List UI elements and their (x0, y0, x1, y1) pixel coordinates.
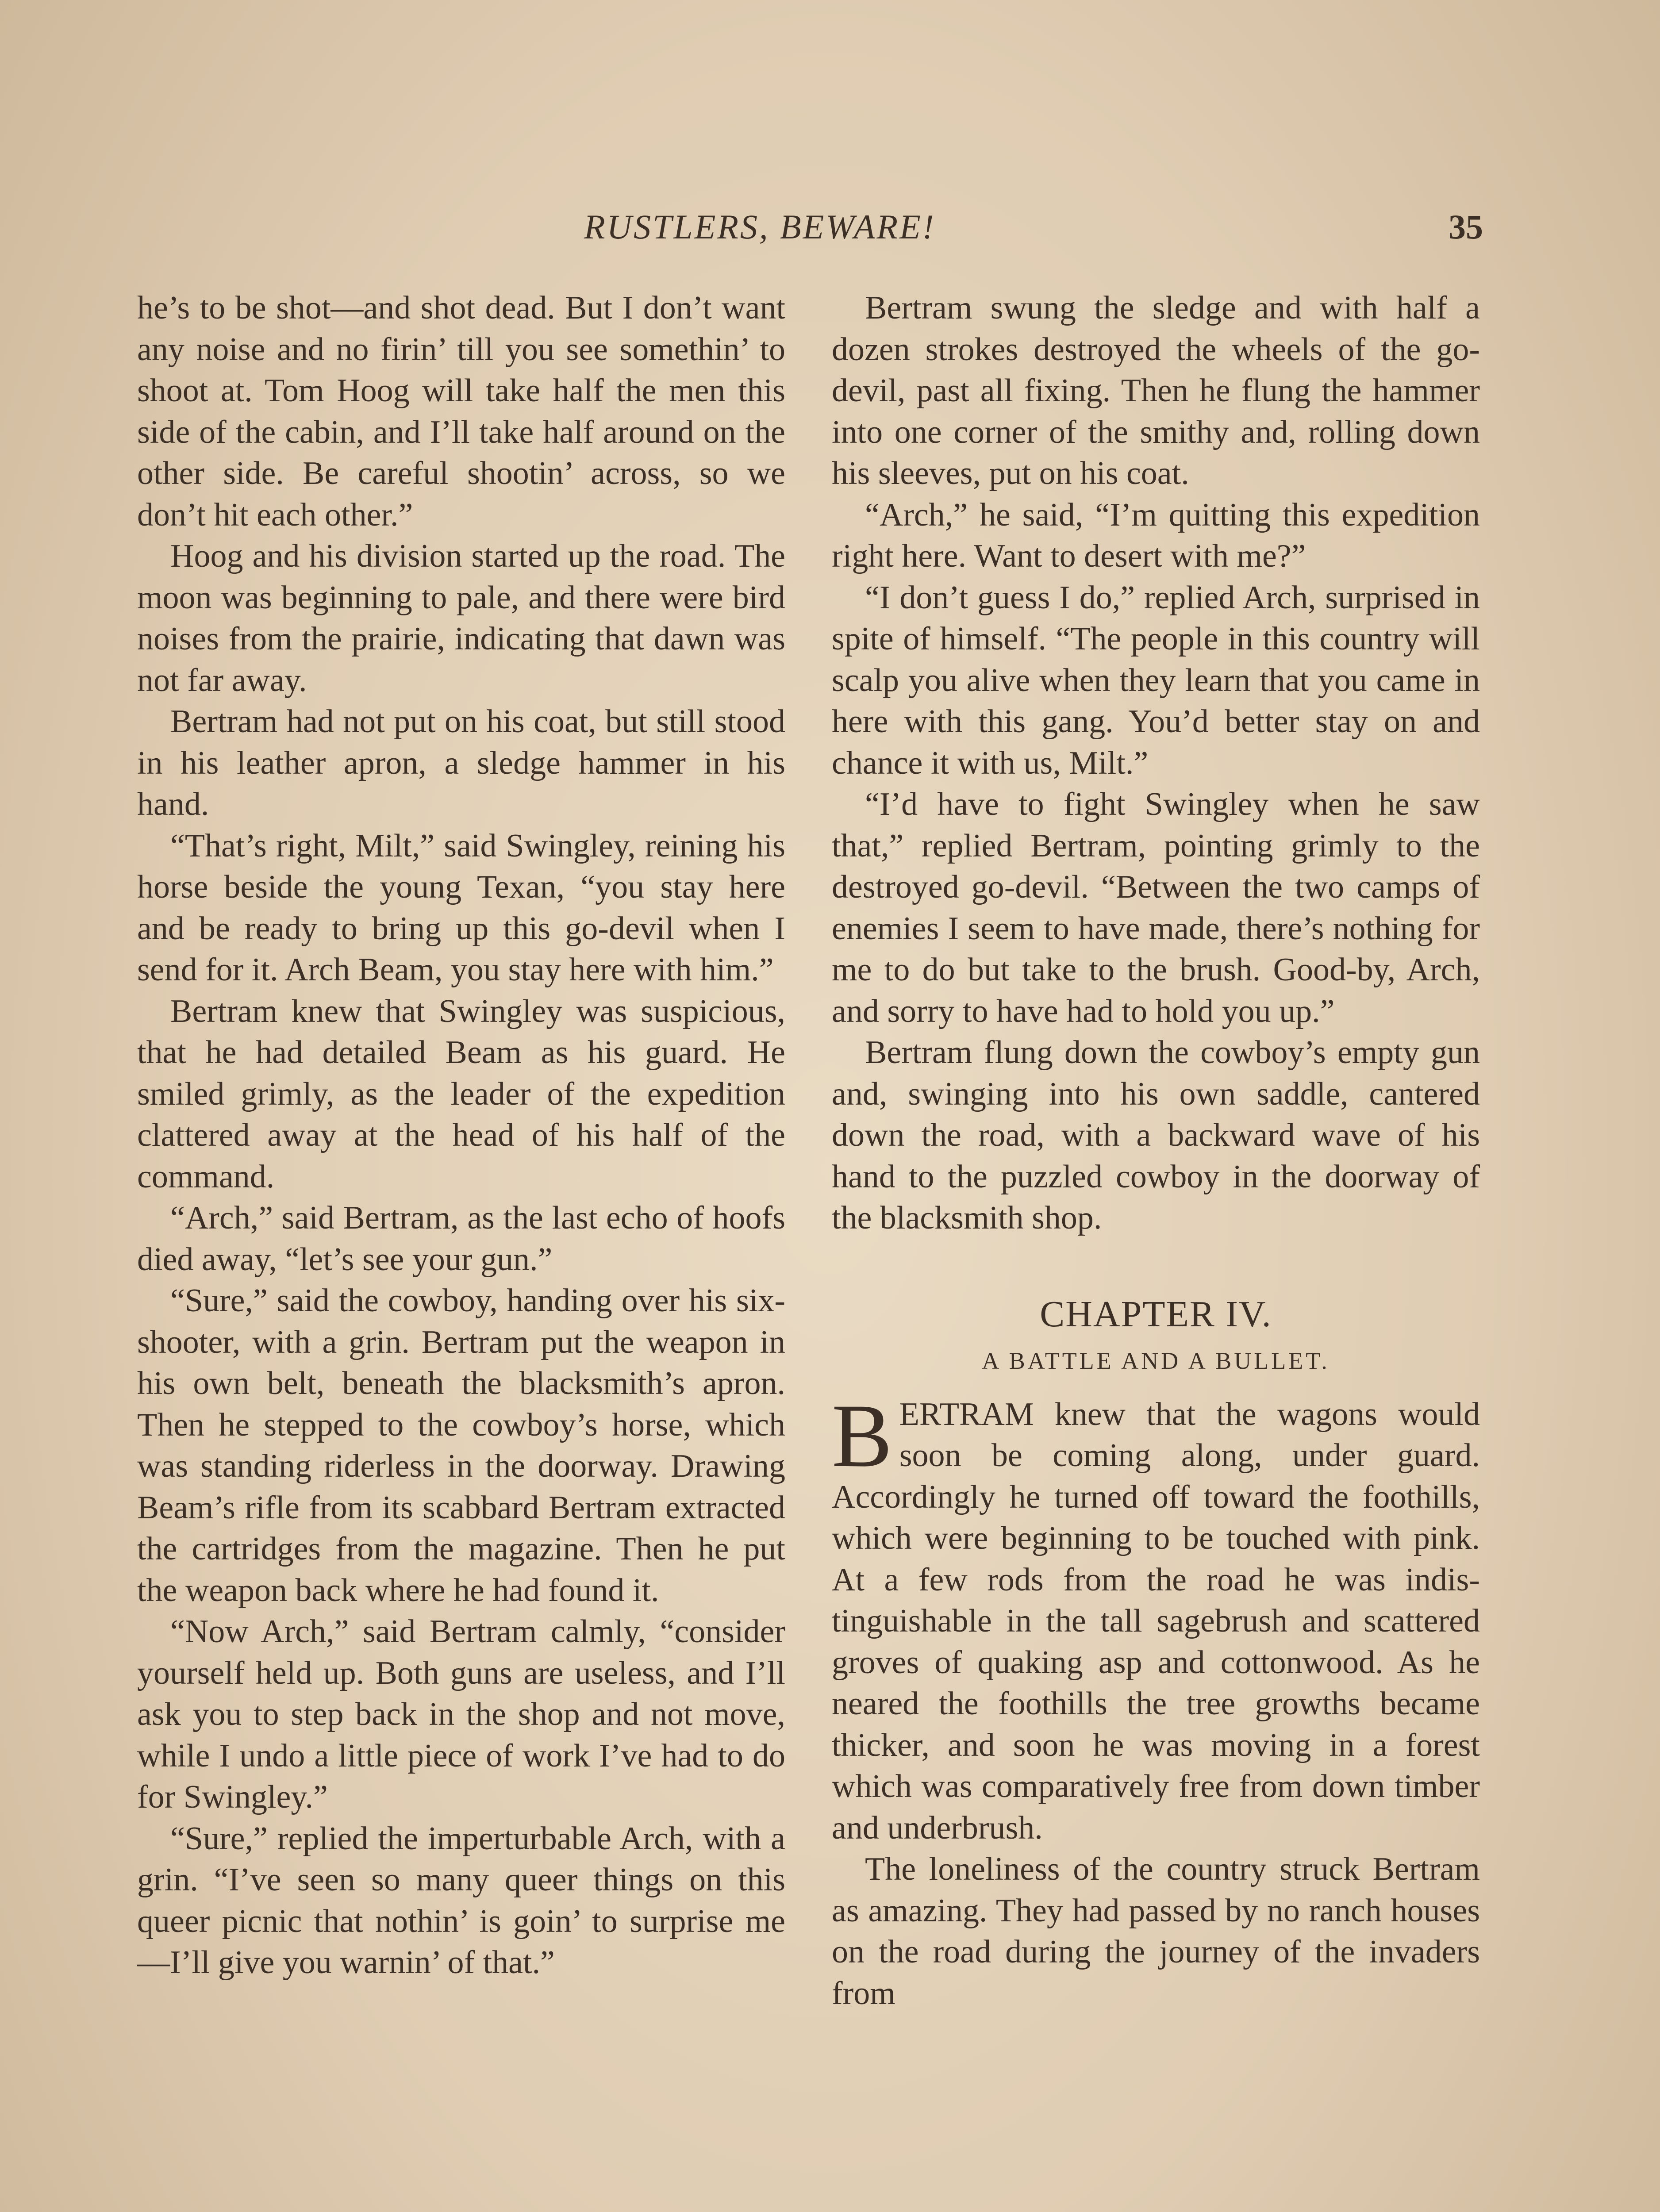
paragraph: “Arch,” he said, “I’m quitting this expedition right here. Want to desert with me?” (832, 496, 1480, 574)
page-number: 35 (1449, 207, 1483, 246)
paragraph: “That’s right, Milt,” said Swingley, reining his horse beside the young Texan, “you stay here and be ready to bring up this go-devil when I send for it. Arch Beam, you stay here with him.” (137, 827, 785, 988)
paragraph: “Now Arch,” said Bertram calmly, “consider yourself held up. Both guns are useless, and I’ll ask you to step back in the shop and not move, while I undo a little piece of work I’ve had to do for Swingley.” (137, 1613, 785, 1815)
paragraph: “I don’t guess I do,” replied Arch, surprised in spite of himself. “The people in this country will scalp you alive when they learn that you came in here with this gang. You’d better stay on and chance it with us, Milt.” (832, 579, 1480, 781)
paragraph: “Arch,” said Bertram, as the last echo of hoofs died away, “let’s see your gun.” (137, 1200, 785, 1278)
paragraph: Bertram swung the sledge and with half a dozen strokes destroyed the wheels of the go-devil, past all fixing. Then he flung the hammer into one corner of the smithy and, rolling down his sleeves, put on his coat. (832, 290, 1480, 492)
paragraph: Bertram flung down the cowboy’s empty gun and, swinging into his own saddle, cantered down the road, with a backward wave of his hand to the puzzled cowboy in the doorway of the blacksmith shop. (832, 1034, 1480, 1236)
page-header (137, 207, 1483, 256)
chapter-title: CHAPTER IV. (1040, 1293, 1272, 1335)
left-column (137, 288, 785, 1984)
paragraph: “I’d have to fight Swingley when he saw that,” replied Bertram, pointing grimly to the destroyed go-devil. “Between the two camps of enemies I seem to have made, there’s nothing for me to do but take to the brush. Good-by, Arch, and sorry to have had to hold you up.” (832, 786, 1480, 1029)
paragraph: “Sure,” said the cowboy, handing over his six-shooter, with a grin. Bertram put the weapon in his own belt, beneath the blacksmith’s apron. Then he stepped to the cowboy’s horse, which was standing riderless in the doorway. Drawing Beam’s rifle from its scabbard Bertram extracted the cartridges from the magazine. Then he put the weapon back where he had found it. (137, 1283, 785, 1609)
paragraph: Bertram knew that Swingley was suspicious, that he had detailed Beam as his guard. He smiled grimly, as the leader of the expedition clattered away at the head of his half of the command. (137, 993, 785, 1195)
paragraph: The loneliness of the country struck Bertram as amazing. They had passed by no ranch houses on the road during the journey of the invaders from (832, 1851, 1480, 2012)
paragraph: Hoog and his division started up the road. The moon was beginning to pale, and there were bird noises from the prairie, indicating that dawn was not far away. (137, 538, 785, 699)
paragraph: “Sure,” replied the imperturbable Arch, with a grin. “I’ve seen so many queer things on this queer picnic that nothin’ is goin’ to surprise me—I’ll give you warnin’ of that.” (137, 1820, 785, 1981)
drop-cap: B (832, 1385, 892, 1486)
running-title: RUSTLERS, BEWARE! (584, 207, 936, 246)
right-column (832, 288, 1480, 2014)
paragraph: Bertram had not put on his coat, but still stood in his leather apron, a sledge hammer in his hand. (137, 703, 785, 822)
paragraph-text: ERTRAM knew that the wagons would soon be coming along, under guard. Accordingly he turned off toward the foothills, which were beginning to be touched with pink. At a few rods from the road he was indistinguishable in the tall sagebrush and scattered groves of quaking asp and cottonwood. As he neared the foothills the tree growths became thicker, and soon he was moving in a forest which was comparatively free from down timber and underbrush. (832, 1396, 1480, 1846)
paragraph: he’s to be shot—and shot dead. But I don’t want any noise and no firin’ till you see somethin’ to shoot at. Tom Hoog will take half the men this side of the cabin, and I’ll take half around on the other side. Be careful shootin’ across, so we don’t hit each other.” (137, 290, 785, 533)
chapter-subtitle: A BATTLE AND A BULLET. (982, 1347, 1330, 1374)
chapter-opening-paragraph (832, 1385, 1480, 1849)
